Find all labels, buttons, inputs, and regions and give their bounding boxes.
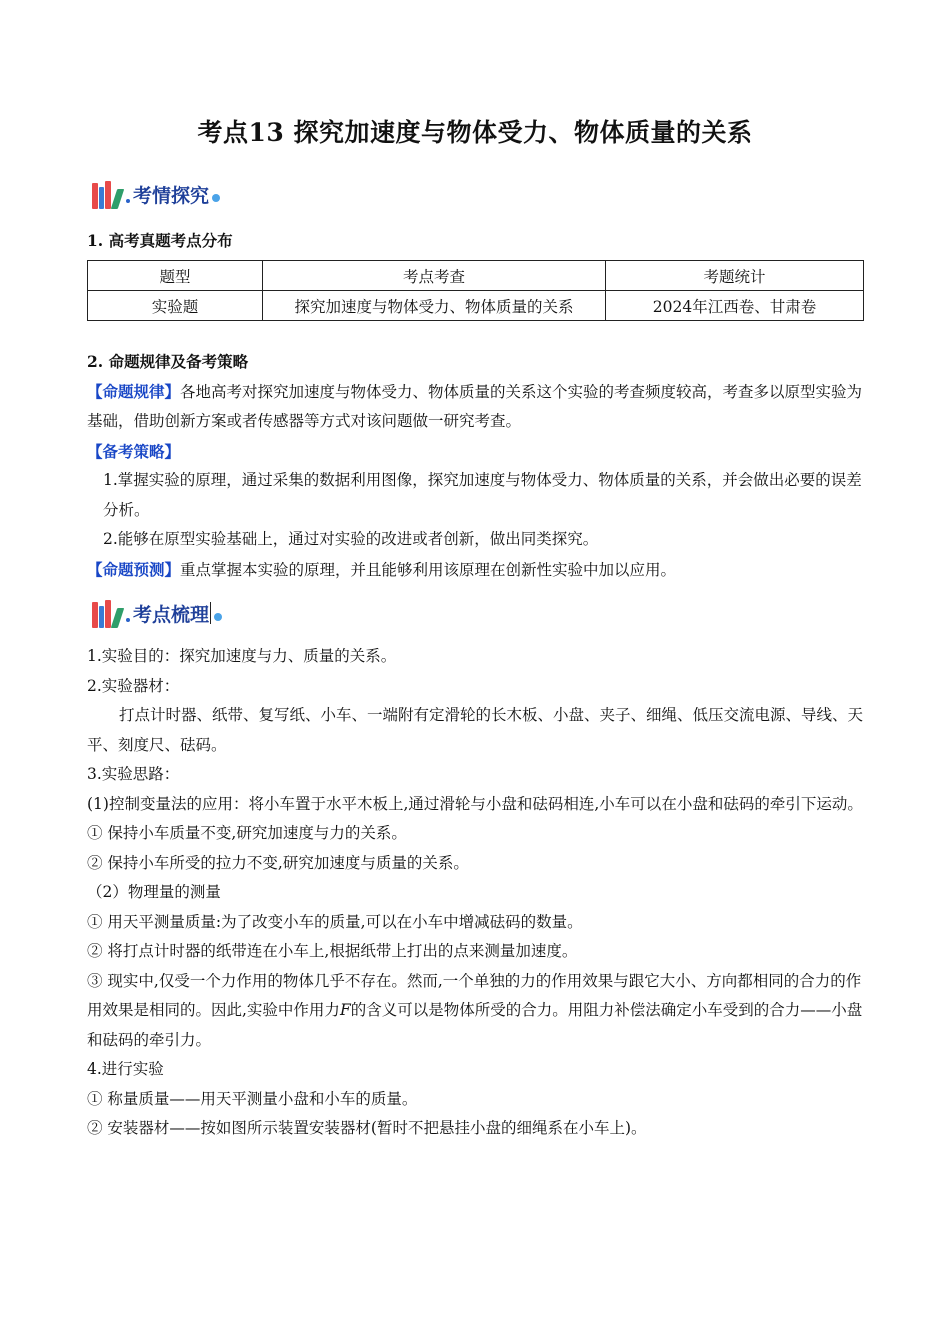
page-title: 考点13 探究加速度与物体受力、物体质量的关系 (197, 118, 753, 147)
paragraph-text: 重点掌握本实验的原理，并且能够利用该原理在创新性实验中加以应用。 (180, 560, 677, 579)
section-banner-exam-analysis (92, 177, 220, 211)
paragraph-predict (87, 555, 863, 586)
paragraph-text: 1.实验目的：探究加速度与力、质量的关系。 (87, 647, 397, 665)
text-cursor (210, 602, 211, 624)
paragraph-text: 4.进行实验 (87, 1060, 164, 1078)
table-header-cell: 题型 (88, 261, 263, 291)
paragraph-text: ② 保持小车所受的拉力不变,研究加速度与质量的关系。 (87, 853, 469, 872)
paragraph-text: 2.实验器材： (87, 676, 180, 695)
exam-distribution-table (87, 260, 864, 321)
tag-label: 【命题预测】 (87, 559, 181, 579)
dot-icon (126, 199, 130, 203)
books-icon (92, 179, 126, 209)
paragraph-text: ② 安装器材——按如图所示装置安装器材(暂时不把悬挂小盘的细绳系在小车上)。 (87, 1119, 647, 1137)
table-header-row (88, 261, 864, 291)
section-2 (87, 347, 863, 585)
paragraph-text: 打点计时器、纸带、复写纸、小车、一端附有定滑轮的长木板、小盘、夹子、细绳、低压交流电源、导线、天平、刻度尺、砝码。 (87, 706, 864, 754)
section-body (87, 642, 863, 1144)
paragraph-rule (87, 377, 863, 437)
table-cell: 探究加速度与物体受力、物体质量的关系 (263, 291, 606, 321)
banner-label: 考情探究 (133, 184, 210, 207)
section-heading: 2. 命题规律及备考策略 (87, 352, 249, 371)
paragraph-text: ① 称量质量——用天平测量小盘和小车的质量。 (87, 1089, 418, 1108)
paragraph-text: ② 将打点计时器的纸带连在小车上,根据纸带上打出的点来测量加速度。 (87, 942, 578, 960)
paragraph-text: 1.掌握实验的原理，通过采集的数据利用图像，探究加速度与物体受力、物体质量的关系，并会做出必要的误差分析。 (103, 471, 862, 519)
banner-label: 考点梳理 (133, 603, 210, 626)
paragraph-text: ③ 现实中,仅受一个力作用的物体几乎不存在。然而,一个单独的力的作用效果与跟它大小、方向都相同的合力的作用效果是相同的。因此,实验中作用力F的含义可以是物体所受的合力。用阻力补偿法确定小车受到的合力——小盘和砝码的牵引力。 (87, 971, 863, 1049)
paragraph-text: 2.能够在原型实验基础上，通过对实验的改进或者创新，做出同类探究。 (103, 530, 599, 548)
paragraph-text: (1)控制变量法的应用：将小车置于水平木板上,通过滑轮与小盘和砝码相连,小车可以在小盘和砝码的牵引下运动。 (87, 794, 863, 813)
table-cell: 实验题 (88, 291, 263, 321)
paragraph-text: 3.实验思路： (87, 765, 180, 783)
variable-f: F (339, 1001, 351, 1019)
dot-icon (214, 613, 222, 621)
dot-icon (126, 618, 130, 622)
section-banner-key-points (92, 596, 222, 630)
paragraph-text: （2）物理量的测量 (87, 883, 221, 901)
tag-label: 【备考策略】 (87, 441, 181, 461)
books-icon (92, 598, 126, 628)
section-heading: 1. 高考真题考点分布 (87, 231, 233, 250)
table-header-cell: 考点考查 (263, 261, 606, 291)
paragraph-text: 各地高考对探究加速度与物体受力、物体质量的关系这个实验的考查频度较高，考查多以原型实验为基础，借助创新方案或者传感器等方式对该问题做一研究考查。 (87, 382, 863, 430)
dot-icon (212, 194, 220, 202)
paragraph-text: ① 保持小车质量不变,研究加速度与力的关系。 (87, 824, 407, 842)
table-header-cell: 考题统计 (606, 261, 864, 291)
table-row (88, 291, 864, 321)
table-cell: 2024年江西卷、甘肃卷 (606, 291, 864, 321)
tag-label: 【命题规律】 (87, 381, 181, 401)
paragraph-text: ① 用天平测量质量:为了改变小车的质量,可以在小车中增减砝码的数量。 (87, 912, 583, 931)
